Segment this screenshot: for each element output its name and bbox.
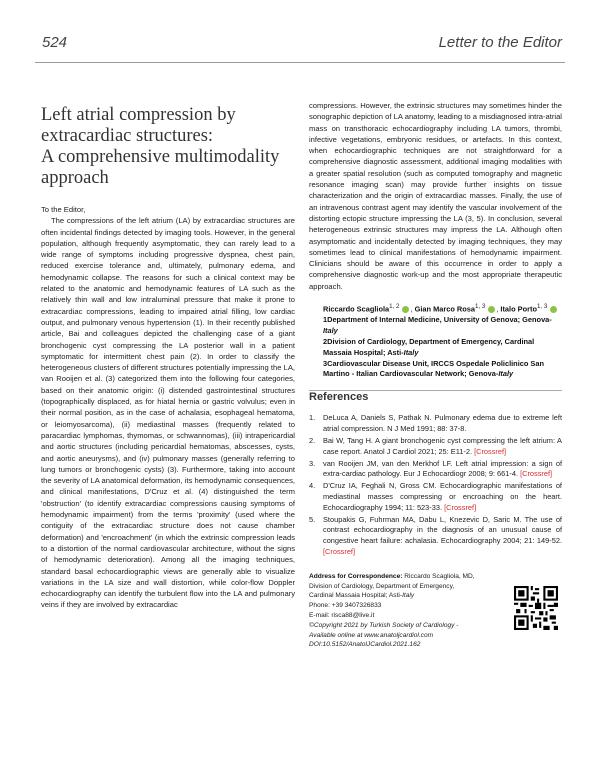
crossref-link[interactable]: [Crossref] bbox=[520, 469, 553, 479]
salutation: To the Editor, bbox=[41, 205, 86, 214]
correspondence-line: Division of Cardiology, Department of Emergency, bbox=[309, 582, 455, 590]
title-line: extracardiac structures: bbox=[41, 126, 214, 146]
qr-code-icon bbox=[514, 586, 558, 630]
reference-number: 2. bbox=[309, 435, 316, 445]
correspondence-email[interactable]: E-mail: risca88@live.it bbox=[309, 611, 375, 619]
available-online-line: Available online at www.anatoljcardiol.com bbox=[309, 631, 434, 639]
references-divider bbox=[309, 390, 562, 391]
affiliation: 3Cardiovascular Disease Unit, IRCCS Ospedale Policlinico San Martino - Italian Cardiovascular Network; Genova-Italy bbox=[323, 358, 544, 379]
author-name: Riccardo Scagliola bbox=[323, 304, 390, 314]
author-block bbox=[323, 302, 562, 380]
reference-text: van Rooijen JM, van den Merkhof LF. Left atrial impression: a sign of extra-cardiac pathology. Eur J Echocardiogr 2008; 9: 661-4. bbox=[323, 458, 562, 479]
title-line: A comprehensive multimodality bbox=[41, 147, 280, 167]
reference-text: D'Cruz IA, Feghali N, Gross CM. Echocardiographic manifestations of mediastinal masses compressing or encroaching on the heart. Echocardiography 1994; 11: 523-33. bbox=[323, 481, 562, 512]
page-number: 524 bbox=[42, 34, 68, 51]
correspondence-name: Riccardo Scagliola, MD, bbox=[404, 572, 475, 580]
crossref-link[interactable]: [Crossref] bbox=[474, 446, 507, 456]
header-divider bbox=[35, 62, 565, 63]
affiliation: 2Division of Cardiology, Department of Emergency, Cardinal Massaia Hospital; Asti-Italy bbox=[323, 336, 535, 357]
correspondence-label: Address for Correspondence: bbox=[309, 572, 403, 580]
article-title bbox=[41, 105, 295, 189]
author-name: Gian Marco Rosa bbox=[414, 304, 475, 314]
reference-text: Bai W, Tang H. A giant bronchogenic cyst compressing the left atrium: A case report. Anatol J Cardiol 2021; 25: E11-2. bbox=[323, 435, 562, 456]
reference-item bbox=[309, 459, 562, 481]
section-label: Letter to the Editor bbox=[438, 34, 562, 51]
right-column bbox=[309, 100, 562, 650]
crossref-link[interactable]: [Crossref] bbox=[323, 546, 356, 556]
reference-number: 4. bbox=[309, 481, 316, 491]
reference-text: DeLuca A, Daniels S, Pathak N. Pulmonary edema due to extreme left atrial compression. N J Med 1991; 88: 37-8. bbox=[323, 413, 562, 434]
reference-number: 3. bbox=[309, 458, 316, 468]
correspondence-phone: Phone: +39 3407326833 bbox=[309, 602, 382, 610]
references-heading: References bbox=[309, 391, 369, 404]
crossref-link[interactable]: [Crossref] bbox=[444, 502, 477, 512]
title-line: approach bbox=[41, 168, 109, 188]
title-line: Left atrial compression by bbox=[41, 105, 236, 125]
references-list bbox=[309, 413, 562, 557]
author-sup: 1, 3 bbox=[536, 303, 548, 311]
reference-number: 1. bbox=[309, 413, 316, 423]
correspondence-line: Cardinal Massaia Hospital; Asti-Italy bbox=[309, 592, 415, 600]
reference-text: Stoupakis G, Fuhrman MA, Dabu L, Knezevic D, Saric M. The use of contrast echocardiography in the diagnosis of an unusual cause of congestive heart failure: achalasia. Echocardiography 2004; 21: 149-52. bbox=[323, 514, 562, 546]
reference-item bbox=[309, 413, 562, 435]
author-name: Italo Porto bbox=[500, 304, 537, 314]
reference-number: 5. bbox=[309, 514, 316, 524]
reference-item bbox=[309, 481, 562, 513]
reference-item bbox=[309, 515, 562, 558]
orcid-icon[interactable] bbox=[402, 306, 409, 313]
affiliation: 1Department of Internal Medicine, University of Genova; Genova-Italy bbox=[323, 315, 552, 336]
correspondence-block bbox=[309, 572, 562, 650]
orcid-icon[interactable] bbox=[550, 306, 557, 313]
author-sup: 1, 3 bbox=[474, 303, 486, 311]
doi-line: DOI:10.5152/AnatolJCardiol.2021.162 bbox=[309, 641, 421, 649]
left-column bbox=[41, 100, 295, 611]
reference-item bbox=[309, 436, 562, 458]
author-sup: 1, 2 bbox=[389, 303, 400, 311]
body-paragraph: The compressions of the left atrium (LA) by extracardiac structures are often incidental findings detected by imaging tools. However, in the general population, although frequently asymptomatic, they can rarely lead to a wide range of symptoms including progressive dyspnea, chest pain, reduced exercise tolerance and, ultimately, pulmonary edema, and hemodynamic collapse. The reasons for such a clinical context may be related to the anatomic and hemodynamic features of LA such as the relatively thin wall and low intraluminal pressure that make it prone to extracardiac compressions, leading to impaired atrial filling, low cardiac output, and pulmonary venous hypertension (1). In their recently published article, Bai and colleagues depicted the challenging case of a giant bronchogenic cyst compressing the LA posterior wall in a patient symptomatic for intermittent chest pain (2). In order to classify the heterogeneous clusters of different structures potentially impressing the LA, van Rooijen et al. (3) categorized them into the following four categories, based on their anatomic origin: (i) distended gastrointestinal structures (topographically displaced, as for hiatal hernia or gastric volvulus; even in their normal position, as in the case of achalasia, esophageal hematoma, or leiomyosarcoma), (ii) mediastinal masses (frequently related to paracardiac lymphomas, thymomas, or schwannomas), (iii) intrapericardial and aortic structures (including pericardial hematomas, abscesses, cysts, and aortic aneurysms), and (iv) pulmonary masses (generally referring to lung tumors or bronchogenic cysts) (3). Furthermore, taking into account the severity of LA anatomical deformation, its hemodynamic consequences, and clinical manifestations, D'Cruz et al. (4) distinguished the term 'obstruction' (to identify extracardiac compressions causing symptoms of hemodynamic impairment) from the terms 'proximity' (used where the contiguity of the extracardiac structure does not cause chamber deformation) and 'encroachment' (in which the extrinsic compression leads to a distortion of the normal cardiovascular architecture, without the signs of hemodynamic deterioration). Among all the imaging techniques, standard basal echocardiographic views are generally able to visualize variations in the LA size and wall distortion, while color-flow Doppler echocardiography can identify the turbulent flow into the LA and pulmonary veins if they are involved by extracardiac bbox=[41, 216, 295, 610]
copyright-line: ©Copyright 2021 by Turkish Society of Cardiology - bbox=[309, 621, 459, 629]
body-paragraph-continued: compressions. However, the extrinsic structures may sometimes hinder the sonographic depiction of LA anatomy, leading to a misdiagnosed intra-atrial mass on transthoracic echocardiography including LA tumors, thrombi, infective vegetations, embryonic residues, or artefacts. In this context, when echocardiographic techniques are not straightforward for a comprehensive diagnostic assessment, additional imaging modalities with a greater spatial resolution (such as computed tomography and magnetic resonance imaging scan) may provide further insights on tissue characterization and the origin of extracardiac masses. Finally, the use of an intravenous contrast agent may identify the vascular involvement of the distorting ectopic structure impressing the LA (3, 5). In conclusion, several heterogeneous extrinsic structures may impress the LA. Although often asymptomatic and incidentally detected by imaging techniques, they may sometimes lead to clinical manifestations of hemodynamic impairment. Clinicians should be aware of this occurrence in order to apply a comprehensive diagnostic work-up and the most appropriate therapeutic approach. bbox=[309, 101, 562, 291]
author-names: Riccardo Scagliola$^{1, 2}$ , Gian Marco Rosa$^{1, 3}$ , Italo Porto$^{1, 3}$ bbox=[323, 302, 562, 315]
orcid-icon[interactable] bbox=[488, 306, 495, 313]
